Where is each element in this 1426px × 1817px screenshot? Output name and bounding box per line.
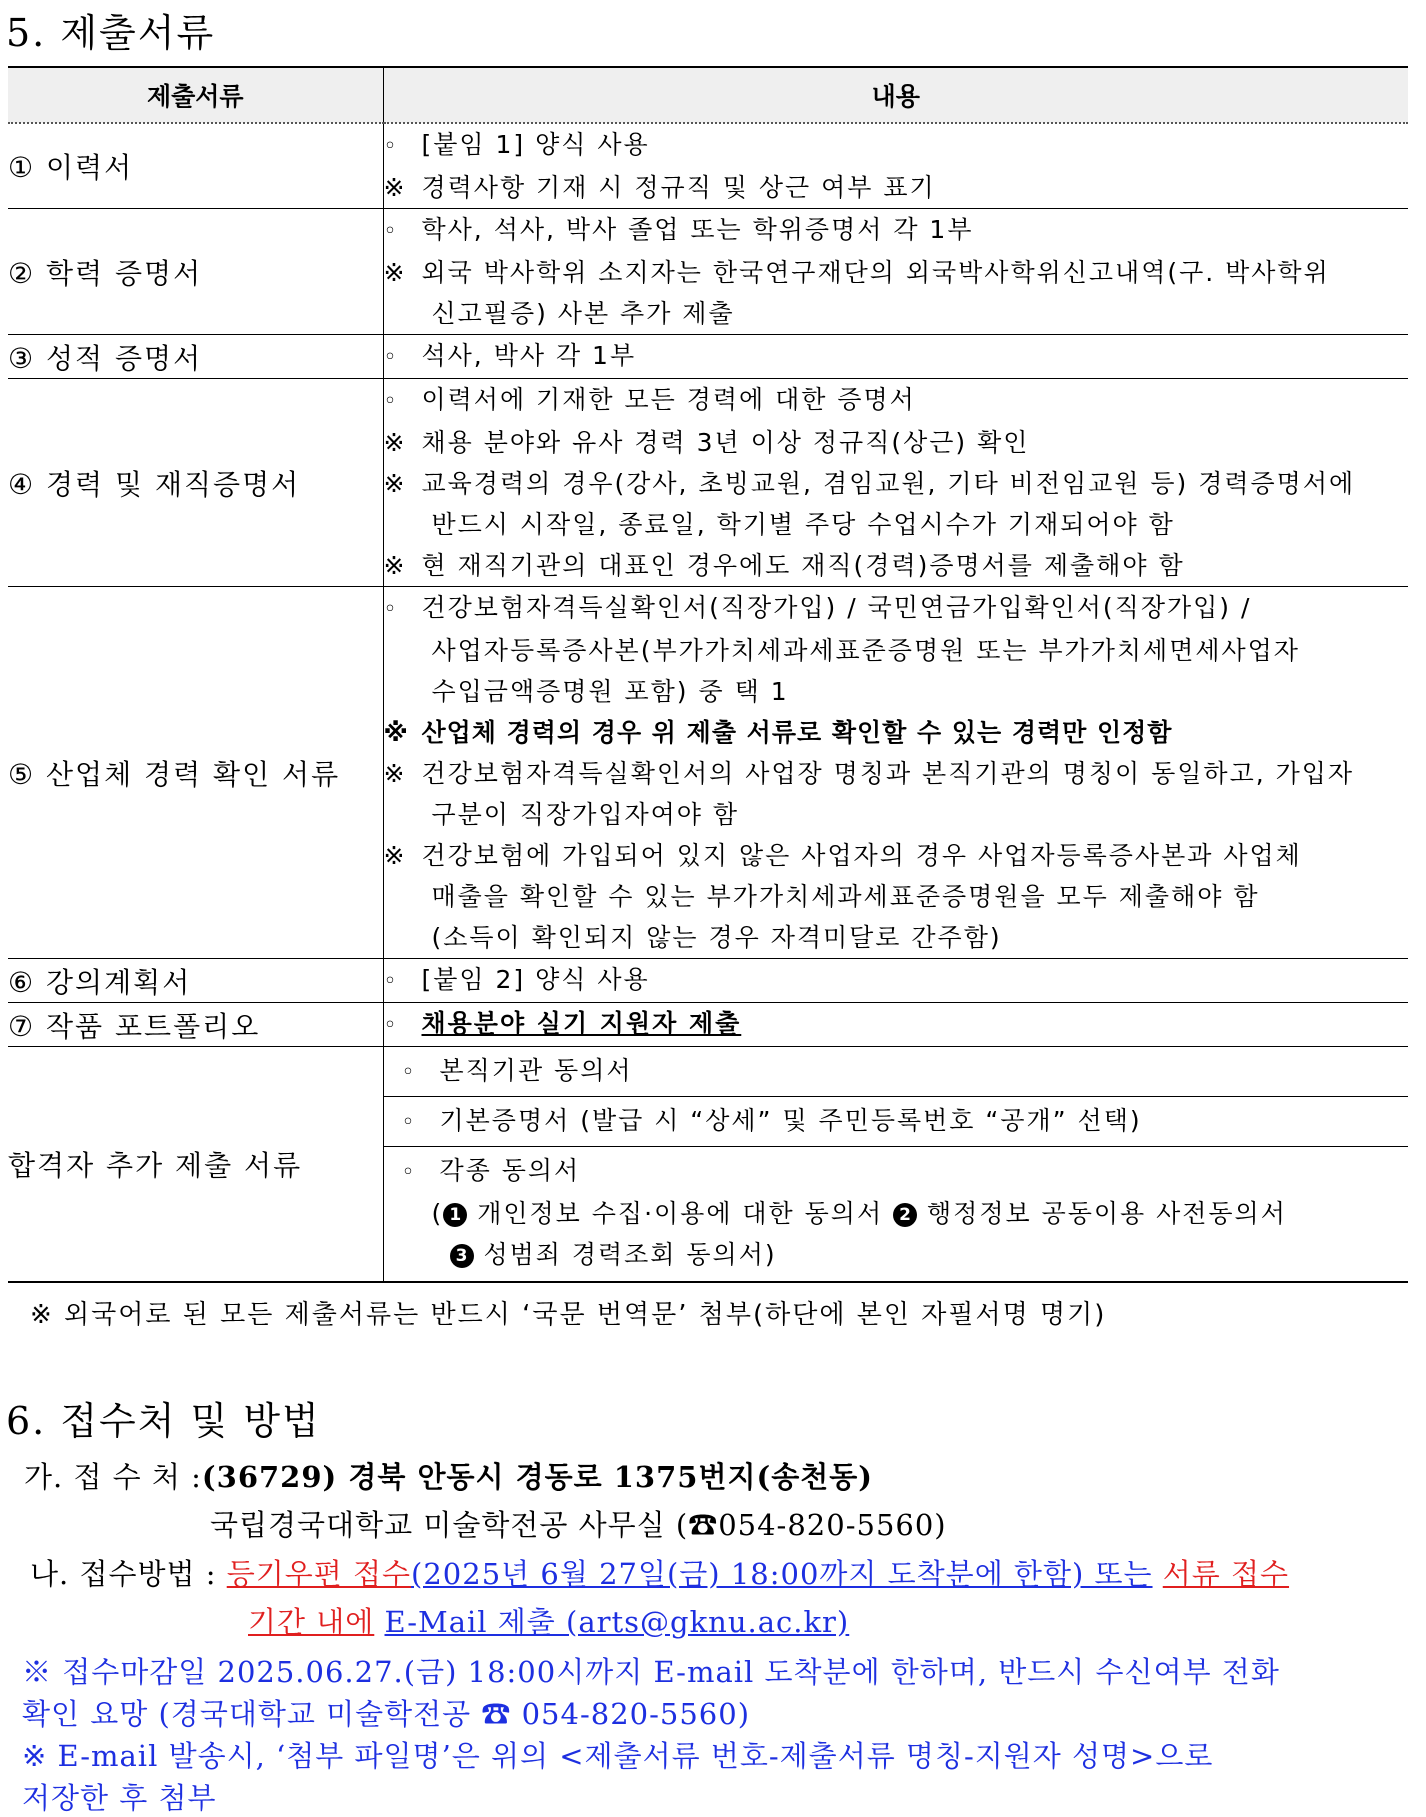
content-line — [384, 335, 1409, 378]
content-line-text: 매출을 확인할 수 있는 부가가치세과세표준증명원을 모두 제출해야 함 — [431, 882, 1260, 911]
section6-title: 6. 접수처 및 방법 — [6, 1399, 321, 1443]
number-3-icon: 3 — [450, 1244, 474, 1268]
content-line — [384, 124, 1409, 167]
method-label: 나. 접수방법 : — [30, 1557, 217, 1591]
content-line — [384, 753, 1409, 794]
consent-2: 행정정보 공동이용 사전동의서 — [927, 1199, 1287, 1228]
content-line-text: 신고필증) 사본 추가 제출 — [431, 299, 735, 328]
deadline-notice-line-1: ※ 접수마감일 2025.06.27.(금) 18:00시까지 E-mail 도착분에 한하며, 반드시 수신여부 전화 — [22, 1655, 1280, 1689]
place-line — [24, 1455, 873, 1496]
document-label: ⑦ 작품 포트폴리오 — [8, 1003, 383, 1047]
number-1-icon: 1 — [443, 1203, 467, 1227]
method-document-period: 서류 접수 — [1162, 1557, 1290, 1591]
bullet-icon: ◦ — [383, 219, 399, 244]
filename-notice-line-1: ※ E-mail 발송시, ‘첨부 파일명’은 위의 <제출서류 번호-제출서류 명칭-지원자 성명>으로 — [22, 1739, 1214, 1773]
header-content: 내용 — [383, 67, 1408, 123]
content-line — [384, 209, 1409, 252]
reference-mark-icon: ※ — [383, 469, 407, 498]
content-line — [384, 422, 1409, 463]
reference-mark-icon: ※ — [383, 841, 407, 870]
content-line — [384, 835, 1409, 876]
content-line-text: 건강보험자격득실확인서(직장가입) / 국민연금가입확인서(직장가입) / — [421, 593, 1252, 622]
bullet-icon: ◦ — [383, 969, 399, 994]
translation-note: ※ 외국어로 된 모든 제출서류는 반드시 ‘국문 번역문’ 첨부(하단에 본인 자필서명 명기) — [30, 1300, 1107, 1330]
bullet-icon: ◦ — [401, 1160, 417, 1185]
content-line — [384, 630, 1409, 671]
reference-mark-icon: ※ — [383, 718, 409, 747]
document-content — [383, 123, 1408, 209]
bullet-icon: ◦ — [383, 597, 399, 622]
document-label: ① 이력서 — [8, 123, 383, 209]
content-line — [384, 504, 1409, 545]
content-line-text: 건강보험에 가입되어 있지 않은 사업자의 경우 사업자등록증사본과 사업체 — [421, 841, 1302, 870]
document-content — [383, 959, 1408, 1003]
consent-open-paren: ( — [431, 1199, 444, 1228]
content-line — [384, 587, 1409, 630]
content-line — [384, 167, 1409, 208]
method-line-1 — [30, 1552, 1289, 1593]
reference-mark-icon: ※ — [383, 551, 407, 580]
content-line — [384, 712, 1409, 753]
table-row — [8, 335, 1408, 379]
header-documents: 제출서류 — [8, 67, 383, 123]
content-line-text: 석사, 박사 각 1부 — [421, 341, 637, 370]
document-label: ⑥ 강의계획서 — [8, 959, 383, 1003]
place-phone: 054-820-5560) — [718, 1508, 947, 1542]
method-period-within: 기간 내에 — [248, 1605, 375, 1639]
content-line-text: 학사, 석사, 박사 졸업 또는 학위증명서 각 1부 — [421, 215, 974, 244]
extra-item-3: 각종 동의서 — [439, 1156, 581, 1185]
office-line — [210, 1503, 947, 1544]
document-label: ③ 성적 증명서 — [8, 335, 383, 379]
content-line-text: 경력사항 기재 시 정규직 및 상근 여부 표기 — [421, 173, 936, 202]
reference-mark-icon: ※ — [383, 759, 407, 788]
content-line-text: 구분이 직장가입자여야 함 — [431, 800, 740, 829]
content-line — [384, 252, 1409, 293]
reference-mark-icon: ※ — [383, 428, 407, 457]
content-line-text: (소득이 확인되지 않는 경우 자격미달로 간주함) — [431, 923, 1002, 952]
bullet-icon: ◦ — [401, 1060, 417, 1085]
method-registered-mail: 등기우편 접수 — [226, 1557, 412, 1591]
content-line — [384, 1003, 1409, 1046]
extra-label: 합격자 추가 제출 서류 — [8, 1047, 383, 1283]
document-label: ④ 경력 및 재직증명서 — [8, 379, 383, 587]
method-line-2 — [248, 1600, 849, 1641]
content-line — [384, 876, 1409, 917]
content-line — [384, 463, 1409, 504]
consent-1: 개인정보 수집·이용에 대한 동의서 — [477, 1199, 884, 1228]
number-2-icon: 2 — [893, 1203, 917, 1227]
filename-notice-line-2: 저장한 후 첨부 — [22, 1781, 217, 1815]
table-row — [8, 379, 1408, 587]
content-line-text: 채용 분야와 유사 경력 3년 이상 정규직(상근) 확인 — [421, 428, 1030, 457]
content-line — [384, 545, 1409, 586]
table-row — [8, 209, 1408, 335]
table-row — [8, 587, 1408, 959]
table-header-row — [8, 67, 1408, 123]
method-deadline: (2025년 6월 27일(금) 18:00까지 도착분에 한함) 또는 — [411, 1557, 1153, 1591]
content-line-text: 반드시 시작일, 종료일, 학기별 주당 수업시수가 기재되어야 함 — [431, 510, 1175, 539]
content-line — [384, 917, 1409, 958]
content-line-text: 건강보험자격득실확인서의 사업장 명칭과 본직기관의 명칭이 동일하고, 가입자 — [421, 759, 1355, 788]
bullet-icon: ◦ — [383, 1013, 399, 1038]
extra-content — [383, 1047, 1408, 1283]
place-address: (36729) 경북 안동시 경동로 1375번지(송천동) — [201, 1460, 873, 1494]
content-line-text: 교육경력의 경우(강사, 초빙교원, 겸임교원, 기타 비전임교원 등) 경력증명서에 — [421, 469, 1356, 498]
document-content — [383, 1003, 1408, 1047]
table-row — [8, 123, 1408, 209]
content-line-text: 산업체 경력의 경우 위 제출 서류로 확인할 수 있는 경력만 인정함 — [421, 718, 1173, 747]
deadline-notice-line-2: 확인 요망 (경국대학교 미술학전공 ☎ 054-820-5560) — [22, 1697, 751, 1731]
content-line-text: 외국 박사학위 소지자는 한국연구재단의 외국박사학위신고내역(구. 박사학위 — [421, 258, 1330, 287]
table-row-extra — [8, 1047, 1408, 1283]
reference-mark-icon: ※ — [383, 258, 407, 287]
place-label: 가. 접 수 처 : — [24, 1460, 202, 1494]
phone-icon: ☎ — [688, 1508, 719, 1542]
bullet-icon: ◦ — [383, 134, 399, 159]
document-content — [383, 379, 1408, 587]
extra-item-1: 본직기관 동의서 — [439, 1056, 633, 1085]
content-line-text: [붙임 2] 양식 사용 — [421, 965, 650, 994]
bullet-icon: ◦ — [383, 345, 399, 370]
document-content — [383, 209, 1408, 335]
reference-mark-icon: ※ — [383, 173, 407, 202]
method-email-submit: E-Mail 제출 (arts@gknu.ac.kr) — [384, 1605, 850, 1639]
content-line-text: 수입금액증명원 포함) 중 택 1 — [431, 677, 789, 706]
content-line — [384, 794, 1409, 835]
bullet-icon: ◦ — [383, 389, 399, 414]
content-line — [384, 293, 1409, 334]
document-label: ② 학력 증명서 — [8, 209, 383, 335]
submission-documents-table — [8, 66, 1408, 1283]
document-content — [383, 335, 1408, 379]
table-body — [8, 123, 1408, 1282]
extra-item-2: 기본증명서 (발급 시 “상세” 및 주민등록번호 “공개” 선택) — [439, 1106, 1142, 1135]
consent-3: 성범죄 경력조회 동의서) — [483, 1240, 777, 1269]
content-line-text: 이력서에 기재한 모든 경력에 대한 증명서 — [421, 385, 916, 414]
table-row — [8, 1003, 1408, 1047]
section5-title: 5. 제출서류 — [6, 11, 216, 55]
bullet-icon: ◦ — [401, 1110, 417, 1135]
content-line-text: [붙임 1] 양식 사용 — [421, 130, 650, 159]
table-row — [8, 959, 1408, 1003]
document-content — [383, 587, 1408, 959]
content-line — [384, 671, 1409, 712]
content-line — [384, 959, 1409, 1002]
content-line-text: 현 재직기관의 대표인 경우에도 재직(경력)증명서를 제출해야 함 — [421, 551, 1185, 580]
content-line-text: 채용분야 실기 지원자 제출 — [421, 1009, 742, 1038]
content-line — [384, 379, 1409, 422]
content-line-text: 사업자등록증사본(부가가치세과세표준증명원 또는 부가가치세면세사업자 — [431, 636, 1300, 665]
document-label: ⑤ 산업체 경력 확인 서류 — [8, 587, 383, 959]
place-office: 국립경국대학교 미술학전공 사무실 ( — [210, 1508, 689, 1542]
